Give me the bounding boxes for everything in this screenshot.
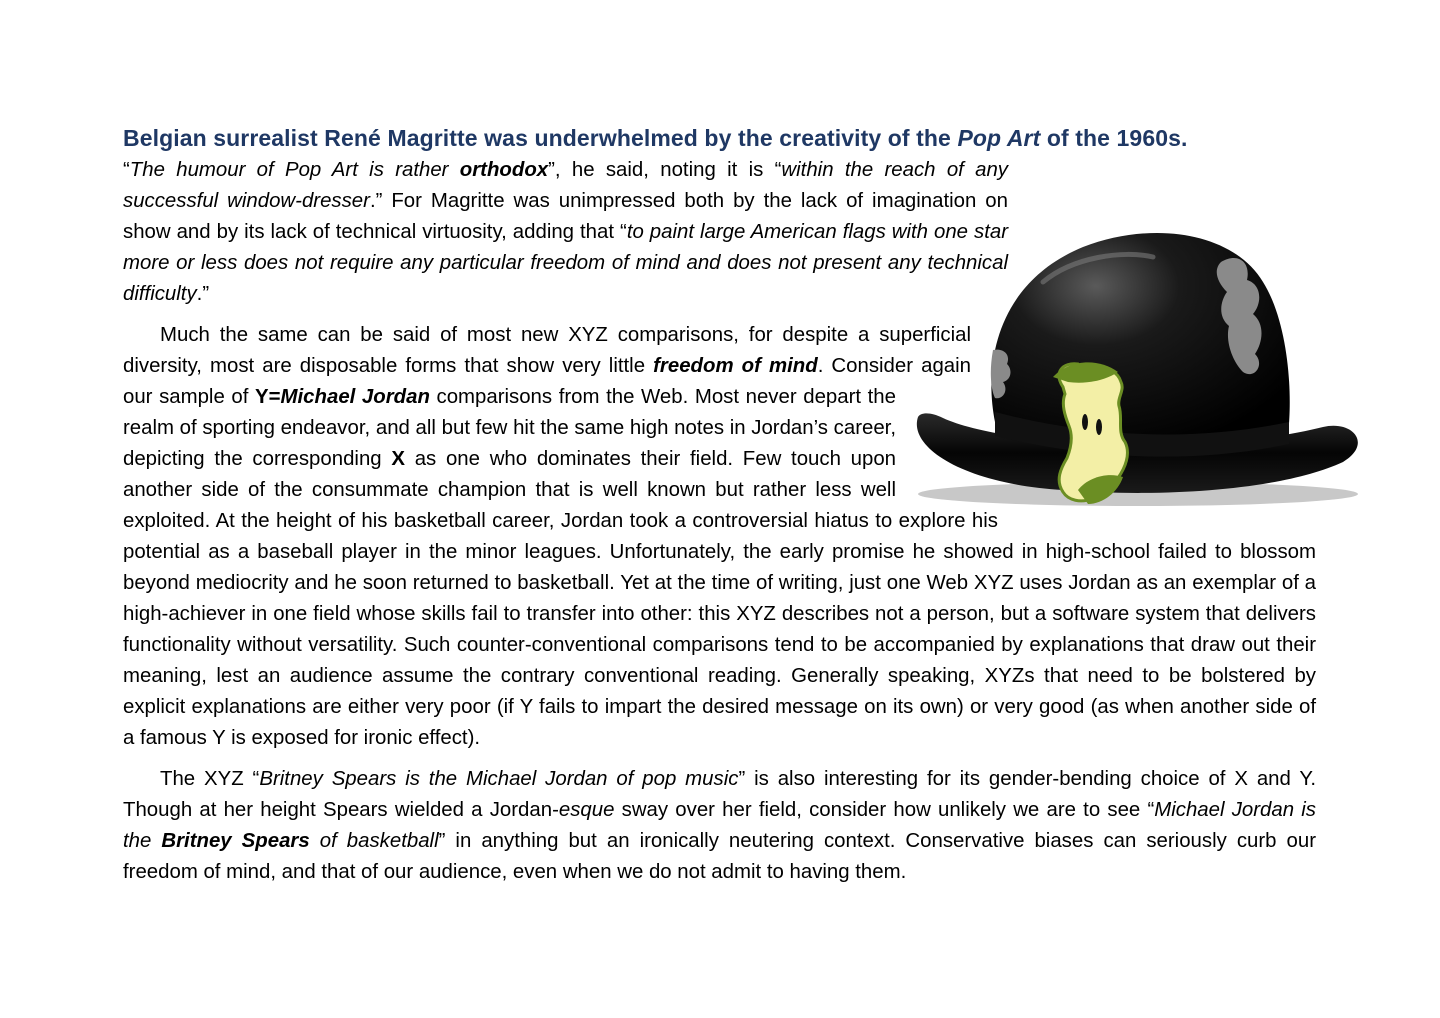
text-run: comparisons from the Web. Most never depart the realm of sporting endeavor, and all but few hit the same high notes in Jordan’s career, depicting the corresponding xyxy=(123,386,896,470)
bold-italic-run: freedom of mind xyxy=(653,355,818,377)
text-run: Much the same can be said of most new XYZ comparisons, for despite a superficial diversity, most are disposable forms that show very little xyxy=(123,324,971,377)
italic-run: within the reach of any successful window-dresser xyxy=(123,159,1008,212)
text-run: ”, he said, noting it is “ xyxy=(548,159,782,181)
bold-italic-run: Michael Jordan xyxy=(280,386,430,408)
wrap-spacer xyxy=(998,506,1316,537)
paragraph-3 xyxy=(123,764,1316,888)
document-heading xyxy=(123,121,1316,155)
text-run: .” xyxy=(196,283,210,305)
wrap-spacer xyxy=(971,289,1316,382)
italic-run: of basketball xyxy=(309,830,439,852)
text-run: “ xyxy=(123,159,130,181)
text-run: sway over her field, consider how unlikely we are to see “ xyxy=(614,799,1155,821)
document-body xyxy=(123,121,1316,888)
wrap-spacer xyxy=(896,382,1316,506)
heading-italic: Pop Art xyxy=(957,125,1041,151)
text-run: The XYZ “ xyxy=(160,768,260,790)
italic-run: to paint large American flags with one star more or less does not require any particular freedom of mind and does not present any technical difficulty xyxy=(123,221,1008,305)
bold-run: X xyxy=(391,448,405,470)
italic-run: The humour of Pop Art is rather xyxy=(129,159,460,181)
bold-run: Y= xyxy=(255,386,281,408)
italic-run: Michael Jordan is the xyxy=(123,799,1316,852)
text-run: . Consider again our sample of xyxy=(123,355,971,408)
text-run: as one who dominates their field. Few touch upon another side of the consummate champion that is well known but rather less well exploited. At the height of his basketball career, Jordan took a controversial hiatus to explore his potential as a baseball player in the minor leagues. Unfortunately, the early promise he showed in high-school failed to blossom beyond mediocrity and he soon returned to basketball. Yet at the time of writing, just one Web XYZ uses Jordan as an exemplar of a high-achiever in one field whose skills fail to transfer into other: this XYZ describes not a person, but a software system that delivers functionality without versatility. Such counter-conventional comparisons tend to be accompanied by explanations that draw out their meaning, lest an audience assume the contrary conventional reading. Generally speaking, XYZs that need to be bolstered by explicit explanations are either very poor (if Y fails to impart the desired message on its own) or very good (as when another side of a famous Y is exposed for ironic effect). xyxy=(123,448,1316,749)
text-run: .” For Magritte was unimpressed both by the lack of imagination on show and by its lack of technical virtuosity, adding that “ xyxy=(123,190,1008,243)
text-run: ” in anything but an ironically neutering context. Conservative biases can seriously curb our freedom of mind, and that of our audience, even when we do not admit to having them. xyxy=(123,830,1317,883)
wrap-spacer xyxy=(1008,227,1316,289)
bold-italic-run: orthodox xyxy=(459,159,549,181)
bold-italic-run: Britney Spears xyxy=(161,830,310,852)
heading-text-end: of the 1960s. xyxy=(1040,125,1188,151)
italic-run: Britney Spears is the Michael Jordan of pop music xyxy=(259,768,739,790)
italic-run: esque xyxy=(558,799,615,821)
text-run: ” is also interesting for its gender-bending choice of X and Y. Though at her height Spears wielded a Jordan- xyxy=(123,768,1317,821)
heading-text: Belgian surrealist René Magritte was underwhelmed by the creativity of the xyxy=(123,125,958,151)
